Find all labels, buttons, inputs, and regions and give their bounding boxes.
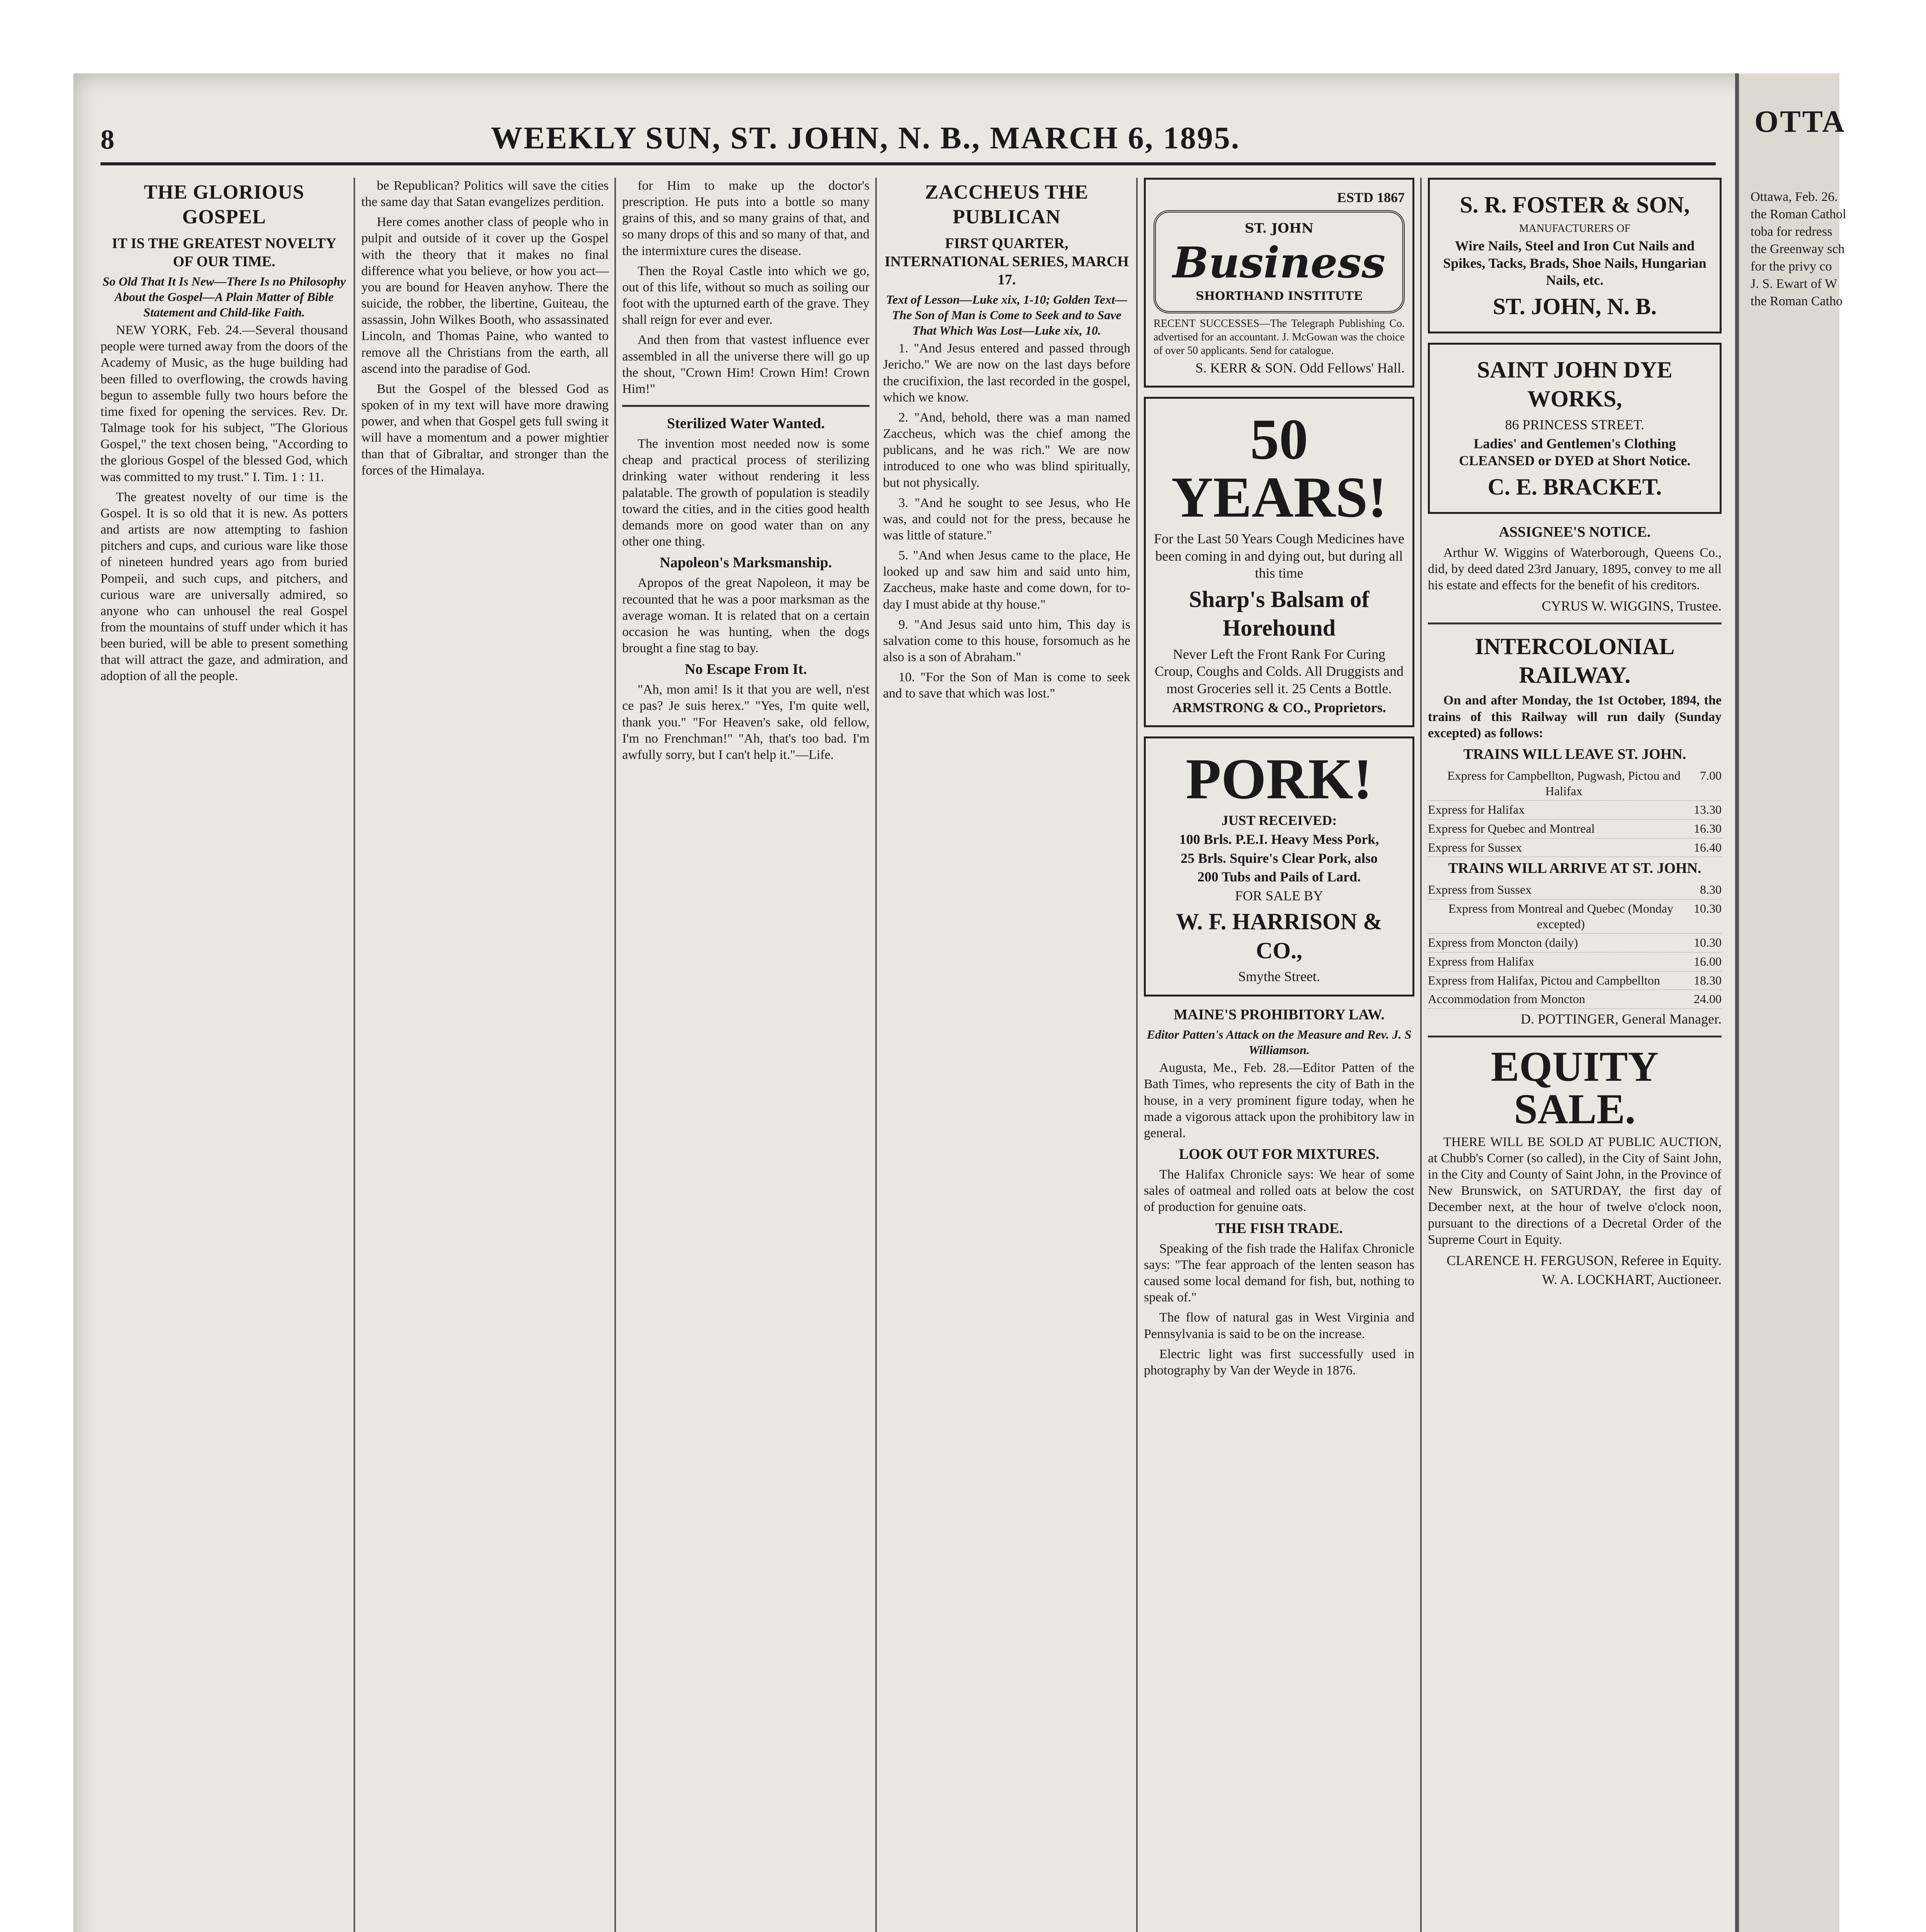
article-paragraph: The Halifax Chronicle says: We hear of some sales of oatmeal and rolled oats at below the cost of production for genuine oats. — [1144, 1167, 1414, 1214]
balsam-proprietors: ARMSTRONG & CO., Proprietors. — [1172, 699, 1386, 715]
train-name: Accommodation from Moncton — [1428, 992, 1586, 1006]
adjacent-page-title: OTTA — [1754, 105, 1846, 139]
column-divider — [614, 178, 616, 1932]
article-paragraph: 9. "And Jesus said unto him, This day is salvation come to this house, forsomuch as he also is a son of Abraham." — [883, 617, 1130, 665]
college-text: RECENT SUCCESSES—The Telegraph Publishing Co. advertised for an accountant. J. McGowan was the choice of over 50 applicants. Send for catalogue. — [1154, 318, 1405, 357]
foster-sub: MANUFACTURERS OF — [1519, 223, 1631, 235]
railway-signature: D. POTTINGER, General Manager. — [1521, 1011, 1722, 1027]
adjacent-text: the Greenway sch — [1751, 242, 1845, 256]
maine-law-deck: Editor Patten's Attack on the Measure and Rev. J. S Williamson. — [1147, 1027, 1412, 1057]
article-paragraph: 10. "For the Son of Man is come to seek and to save that which was lost." — [883, 670, 1130, 701]
train-name: Express from Moncton (daily) — [1428, 935, 1578, 950]
section-rule — [1428, 622, 1722, 624]
newspaper-page — [73, 73, 1846, 1932]
equity-signature: W. A. LOCKHART, Auctioneer. — [1542, 1271, 1722, 1287]
pork-seller-street: Smythe Street. — [1238, 969, 1320, 985]
table-row — [1428, 767, 1722, 801]
adjacent-text: toba for redress — [1751, 224, 1832, 239]
article-paragraph: 5. "And when Jesus came to the place, He looked up and saw him and said unto him, Zaccheus, make haste and come down, for to-day I must abide at thy house." — [883, 548, 1130, 612]
article-paragraph: And then from that vastest influence ever assembled in all the universe there will go up the shout, "Crown Him! Crown Him! Crown Him!" — [622, 333, 869, 396]
foster-city: ST. JOHN, N. B. — [1493, 293, 1657, 319]
table-row — [1428, 881, 1722, 900]
train-time: 10.30 — [1694, 935, 1722, 950]
table-row — [1428, 971, 1722, 990]
column-5-ads — [1144, 178, 1414, 1932]
column-2 — [361, 178, 609, 1932]
college-logo — [1154, 210, 1405, 314]
college-signature: S. KERR & SON. Odd Fellows' Hall. — [1195, 360, 1405, 376]
pork-just-received: JUST RECEIVED: — [1221, 813, 1337, 828]
pork-for-sale: FOR SALE BY — [1235, 888, 1324, 903]
article-subhead: FIRST QUARTER, INTERNATIONAL SERIES, MARCH 17. — [885, 235, 1129, 288]
article-subhead: IT IS THE GREATEST NOVELTY OF OUR TIME. — [112, 235, 337, 270]
article-paragraph: for Him to make up the doctor's prescription. He puts into a bottle so many grains of this, and so many grains of that, and so many drops of this and so many of that, and the intermixture cures the disease. — [622, 179, 869, 258]
train-time: 16.00 — [1694, 954, 1722, 969]
column-3 — [622, 178, 869, 1932]
column-divider — [354, 178, 355, 1932]
business-college-ad — [1144, 178, 1414, 388]
train-name: Express for Quebec and Montreal — [1428, 821, 1595, 835]
train-time: 7.00 — [1700, 768, 1722, 782]
pork-item: 25 Brls. Squire's Clear Pork, also — [1181, 850, 1378, 866]
column-1 — [100, 178, 348, 1932]
article-paragraph: Arthur W. Wiggins of Waterborough, Queens Co., did, by deed dated 23rd January, 1895, convey to me all his estate and effects for the benefit of his creditors. — [1428, 545, 1722, 592]
table-row — [1428, 820, 1722, 838]
table-row — [1428, 900, 1722, 934]
adjacent-text: the Roman Cathol — [1751, 207, 1846, 221]
dye-works-ad — [1428, 343, 1722, 514]
arrive-heading: TRAINS WILL ARRIVE AT ST. JOHN. — [1448, 860, 1701, 877]
maine-law-heading: MAINE'S PROHIBITORY LAW. — [1174, 1006, 1385, 1023]
page-number: 8 — [100, 124, 114, 155]
table-row — [1428, 952, 1722, 971]
train-name: Express for Sussex — [1428, 840, 1522, 854]
article-paragraph: 3. "And he sought to see Jesus, who He was, and could not for the press, because he was little of stature." — [883, 495, 1130, 543]
foster-goods: Wire Nails, Steel and Iron Cut Nails and Spikes, Tacks, Brads, Shoe Nails, Hungarian Nails, etc. — [1443, 238, 1707, 288]
train-name: Express from Montreal and Quebec (Monday excepted) — [1448, 901, 1674, 931]
pork-headline: PORK! — [1186, 747, 1373, 811]
adjacent-text: Ottawa, Feb. 26. — [1751, 190, 1838, 204]
train-time: 10.30 — [1694, 901, 1722, 916]
pork-seller: W. F. HARRISON & CO., — [1176, 909, 1382, 963]
train-name: Express for Halifax — [1428, 803, 1525, 817]
column-divider — [875, 178, 877, 1932]
article-deck: Text of Lesson—Luke xix, 1-10; Golden Text—The Son of Man is Come to Seek and to Save That Which Was Lost—Luke xix, 10. — [886, 293, 1128, 337]
adjacent-page — [1735, 73, 1846, 1932]
no-escape-heading: No Escape From It. — [685, 661, 807, 678]
column-divider — [1420, 178, 1422, 1932]
train-time: 8.30 — [1700, 883, 1722, 897]
article-paragraph: Speaking of the fish trade the Halifax Chronicle says: "The fear approach of the lenten season has caused some local demand for fish, but, nothing to speak of." — [1144, 1241, 1414, 1305]
table-row — [1428, 934, 1722, 952]
dye-works-owner: C. E. BRACKET. — [1487, 474, 1662, 500]
pork-item: 100 Brls. P.E.I. Heavy Mess Pork, — [1179, 831, 1379, 847]
college-logo-bottom: SHORTHAND INSTITUTE — [1196, 289, 1363, 303]
train-name: Express for Campbellton, Pugwash, Pictou and Halifax — [1447, 768, 1681, 798]
article-paragraph: The greatest novelty of our time is the Gospel. It is so old that it is new. As potters and artists are now attempting to fashion pitchers and cups, and curious ware like those of nineteen hundred years ago from buried Pompeii, and such cups, and pitchers, and curious ware are universally admired, so anyone who can unhousel the real Gospel from the mountains of stuff under which it has been buried, will be able to present something that will attract the gaze, and admiration, and adoption of all the people. — [100, 490, 348, 684]
dye-works-text: Ladies' and Gentlemen's Clothing CLEANSED or DYED at Short Notice. — [1459, 435, 1691, 469]
train-time: 16.40 — [1694, 840, 1722, 854]
article-paragraph: 1. "And Jesus entered and passed through Jericho." We are now on the last days before the crucifixion, the last recorded in the gospel, which we know. — [883, 341, 1130, 405]
train-time: 16.30 — [1694, 821, 1722, 835]
balsam-text: Never Left the Front Rank For Curing Croup, Coughs and Colds. All Druggists and most Groceries sell it. 25 Cents a Bottle. — [1154, 646, 1404, 697]
table-row — [1428, 990, 1722, 1009]
adjacent-text: the Roman Catho — [1751, 294, 1843, 308]
article-paragraph: 2. "And, behold, there was a man named Zaccheus, which was the chief among the publicans, and he was rich." We are now introduced to one who was blind spiritually, but not physically. — [883, 410, 1130, 490]
balsam-product-name: Sharp's Balsam of Horehound — [1189, 587, 1370, 641]
article-paragraph: The invention most needed now is some cheap and practical process of sterilizing drinking water without rendering it less palatable. The growth of population is steadily toward the cities, and in the cities good health demands more on good water than on any other one thing. — [622, 437, 869, 549]
table-row — [1428, 838, 1722, 857]
article-paragraph: Augusta, Me., Feb. 28.—Editor Patten of the Bath Times, who represents the city of Bath in the house, in a very prominent figure today, when he made a vigorous attack upon the prohibitory law in general. — [1144, 1061, 1414, 1140]
fifty-years-text: For the Last 50 Years Cough Medicines have been coming in and dying out, but during all this time — [1154, 531, 1404, 581]
newspaper-title: WEEKLY SUN, ST. JOHN, N. B., MARCH 6, 1895. — [491, 120, 1240, 155]
column-4 — [883, 178, 1130, 1932]
assignee-signature: CYRUS W. WIGGINS, Trustee. — [1541, 598, 1722, 614]
column-6-ads — [1428, 178, 1722, 1932]
train-time: 24.00 — [1694, 992, 1722, 1006]
section-rule — [622, 405, 869, 407]
foster-name: S. R. FOSTER & SON, — [1460, 192, 1690, 218]
fish-trade-heading: THE FISH TRADE. — [1215, 1220, 1343, 1236]
train-time: 18.30 — [1694, 973, 1722, 987]
sterilized-water-heading: Sterilized Water Wanted. — [667, 415, 825, 432]
leave-heading: TRAINS WILL LEAVE ST. JOHN. — [1463, 746, 1686, 762]
dye-works-name: SAINT JOHN DYE WORKS, — [1477, 357, 1672, 412]
article-paragraph: But the Gospel of the blessed God as spoken of in my text will have more drawing power, and when that Gospel gets full swing it will have a momentum and a power mightier than that of Gibraltar, and stronger than the forces of the Himalaya. — [361, 381, 609, 478]
college-logo-top: ST. JOHN — [1244, 220, 1314, 236]
equity-signature: CLARENCE H. FERGUSON, Referee in Equity. — [1446, 1252, 1722, 1268]
adjacent-text: for the privy co — [1751, 259, 1832, 274]
napoleon-heading: Napoleon's Marksmanship. — [660, 554, 832, 571]
article-paragraph: THERE WILL BE SOLD AT PUBLIC AUCTION, at Chubb's Corner (so called), in the City of Saint John, in the City and County of Saint John, in the Province of New Brunswick, on SATURDAY, the first day of December next, at the hour of twelve o'clock noon, pursuant to the directions of a Decretal Order of the Supreme Court in Equity. — [1428, 1134, 1722, 1247]
leave-table — [1428, 767, 1722, 857]
college-logo-main: Business — [1172, 237, 1386, 287]
article-paragraph: Apropos of the great Napoleon, it may be recounted that he was a poor marksman as the average woman. It is related that on a certain occasion he was hunting, when the dogs brought a fine stag to bay. — [622, 576, 869, 655]
equity-sale-heading: EQUITY SALE. — [1491, 1043, 1659, 1133]
section-rule — [1428, 1036, 1722, 1037]
train-time: 13.30 — [1694, 803, 1722, 817]
masthead — [100, 120, 1716, 165]
article-paragraph: be Republican? Politics will save the cities the same day that Satan evangelizes perdition. — [361, 179, 609, 209]
article-paragraph: "Ah, mon ami! Is it that you are well, n'est ce pas? Je suis herex." "Yes, I'm quite well, thank you." "For Heaven's sake, old fellow, I'm no Frenchman!" "Ah, that's too bad. I'm awfully sorry, but I can't help it."—Life. — [622, 682, 869, 762]
article-deck: So Old That It Is New—There Is no Philosophy About the Gospel—A Plain Matter of Bible Statement and Child-like Faith. — [102, 274, 346, 319]
train-name: Express from Halifax, Pictou and Campbellton — [1428, 973, 1660, 987]
dye-works-street: 86 PRINCESS STREET. — [1505, 417, 1645, 433]
train-name: Express from Halifax — [1428, 954, 1535, 969]
train-name: Express from Sussex — [1428, 883, 1532, 897]
table-row — [1428, 801, 1722, 820]
article-headline: ZACCHEUS THE PUBLICAN — [925, 181, 1089, 228]
arrive-table — [1428, 881, 1722, 1009]
fifty-years-headline: 50 YEARS! — [1171, 407, 1387, 530]
assignee-heading: ASSIGNEE'S NOTICE. — [1499, 524, 1651, 541]
mixtures-heading: LOOK OUT FOR MIXTURES. — [1179, 1146, 1380, 1163]
article-paragraph: NEW YORK, Feb. 24.—Several thousand people were turned away from the doors of the Academy of Music, as the huge building had been filled to overflowing, the crowds having begun to assemble fully two hours before the time fixed for opening the services. Rev. Dr. Talmage took for his subject, "The Glorious Gospel," the text chosen being, "According to the glorious Gospel of the blessed God, which was committed to my trust." I. Tim. 1 : 11. — [100, 323, 348, 484]
balsam-ad — [1144, 397, 1414, 727]
article-paragraph: The flow of natural gas in West Virginia and Pennsylvania is said to be on the increase. — [1144, 1310, 1414, 1341]
foster-ad — [1428, 178, 1722, 333]
article-paragraph: Here comes another class of people who in pulpit and outside of it cover up the Gospel with the theory that it makes no final difference what you believe, or how you act—you are bound for Heaven anyhow. There the suicide, the robber, the libertine, Guiteau, the assassin, John Wilkes Booth, who assassinated Lincoln, and Thomas Paine, who wanted to remove all the Christians from the earth, all ascend into the paradise of God. — [361, 215, 609, 376]
adjacent-text: J. S. Ewart of W — [1751, 277, 1838, 291]
railway-text: On and after Monday, the 1st October, 1894, the trains of this Railway will run daily (Sunday excepted) as follows: — [1428, 693, 1722, 740]
pork-item: 200 Tubs and Pails of Lard. — [1197, 869, 1361, 885]
article-paragraph: Then the Royal Castle into which we go, out of this life, without so much as soiling our foot with the upturned earth of the grave. They shall reign for ever and ever. — [622, 264, 869, 327]
article-headline: THE GLORIOUS GOSPEL — [144, 181, 305, 228]
college-badge: ESTD 1867 — [1337, 190, 1405, 205]
column-divider — [1136, 178, 1138, 1932]
article-paragraph: Electric light was first successfully used in photography by Van der Weyde in 1876. — [1144, 1347, 1414, 1378]
pork-ad — [1144, 736, 1414, 997]
railway-heading: INTERCOLONIAL RAILWAY. — [1475, 633, 1675, 688]
